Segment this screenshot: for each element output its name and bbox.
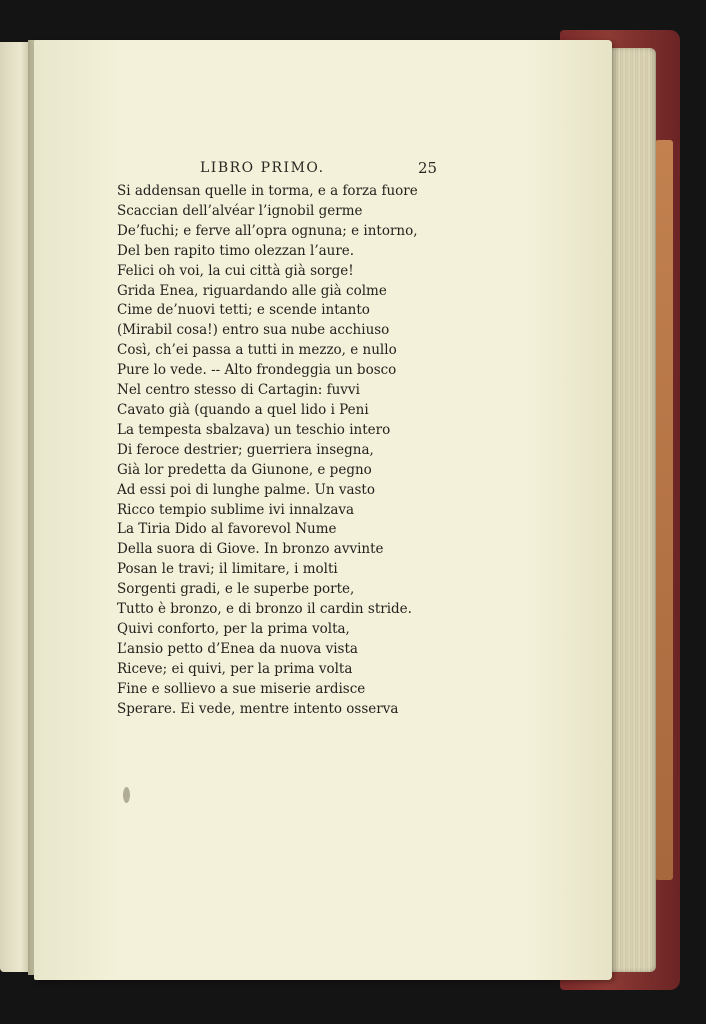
verse-line: Del ben rapito timo olezzan l’aure. [117, 242, 355, 259]
verse-list [117, 182, 418, 719]
verse-line: Scaccian dell’alvéar l’ignobil germe [117, 202, 363, 219]
verse-line: Fine e sollievo a sue miserie ardisce [117, 680, 366, 697]
verse-line: Cime de’nuovi tetti; e scende intanto [117, 302, 370, 319]
verse-line: Di feroce destrier; guerriera insegna, [117, 441, 374, 458]
verse-line: Sorgenti gradi, e le superbe porte, [117, 581, 355, 598]
verse-line: Pure lo vede. -- Alto frondeggia un bosco [117, 362, 397, 379]
verse-line: Già lor predetta da Giunone, e pegno [117, 461, 372, 478]
page-number: 25 [418, 159, 438, 177]
verse-line: La Tiria Dido al favorevol Nume [117, 521, 337, 538]
verse-line: Posan le travi; il limitare, i molti [117, 561, 338, 578]
verse-line: (Mirabil cosa!) entro sua nube acchiuso [117, 322, 390, 339]
verse-line: L’ansio petto d’Enea da nuova vista [117, 640, 358, 657]
verse-line: Grida Enea, riguardando alle già colme [117, 282, 387, 299]
verse-line: Cavato già (quando a quel lido i Peni [117, 401, 369, 418]
verse-line: La tempesta sbalzava) un teschio intero [117, 421, 391, 438]
verse-line: Quivi conforto, per la prima volta, [117, 620, 350, 637]
verse-line: Della suora di Giove. In bronzo avvinte [117, 541, 384, 558]
verse-line: Ricco tempio sublime ivi innalzava [117, 501, 355, 518]
verse-line: Ad essi poi di lunghe palme. Un vasto [117, 481, 375, 498]
verse-line: Nel centro stesso di Cartagin: fuvvi [117, 382, 360, 399]
verse-line: Così, ch’ei passa a tutti in mezzo, e nullo [117, 342, 397, 359]
page-edges [606, 48, 656, 972]
verse-line: Si addensan quelle in torma, e a forza fuore [117, 183, 418, 199]
paper-stain [123, 787, 130, 803]
verse-line: De’fuchi; e ferve all’opra ognuna; e intorno, [117, 222, 418, 239]
verse-line: Tutto è bronzo, e di bronzo il cardin stride. [117, 601, 412, 618]
running-head: LIBRO PRIMO. [200, 160, 325, 176]
binding-cloth-strip [655, 140, 673, 880]
verse-line: Felici oh voi, la cui città già sorge! [117, 262, 354, 279]
verse-line: Riceve; ei quivi, per la prima volta [117, 660, 353, 677]
verse-line: Sperare. Ei vede, mentre intento osserva [117, 700, 399, 717]
